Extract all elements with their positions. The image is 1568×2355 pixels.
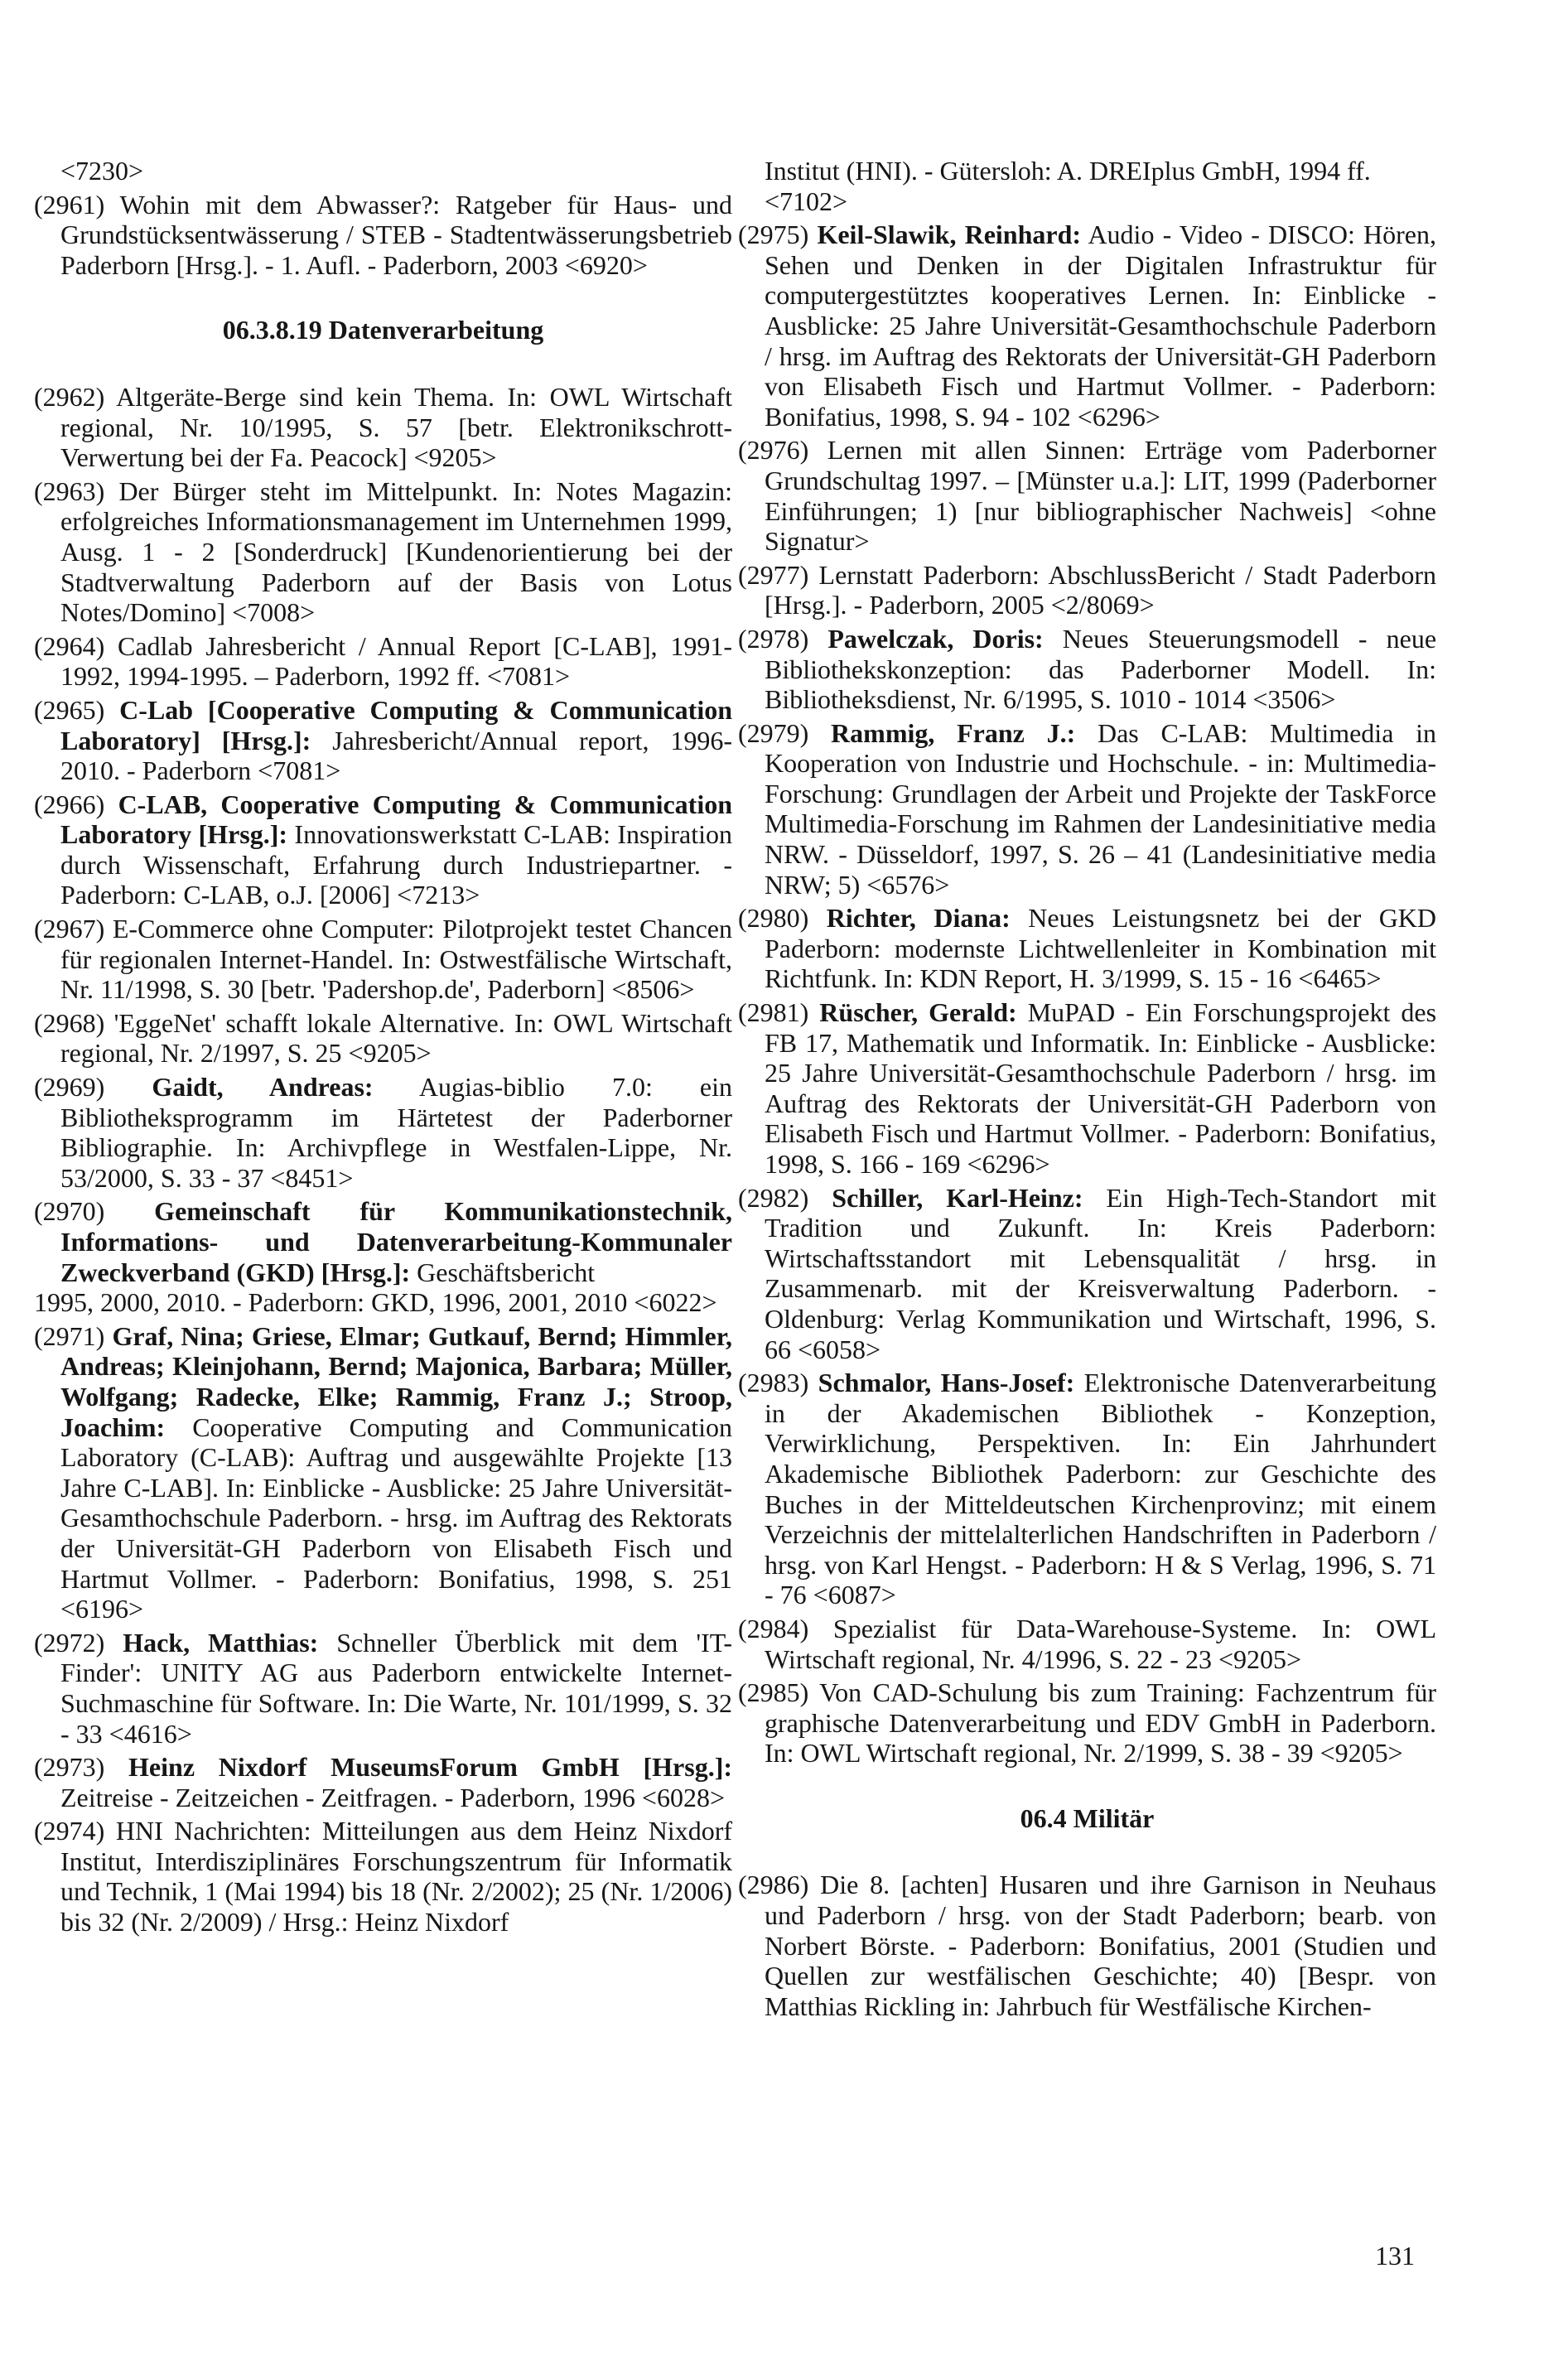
entry-author: Keil-Slawik, Reinhard: — [817, 220, 1082, 250]
entry-2976: (2976) Lernen mit allen Sinnen: Erträge vom Paderborner Grundschultag 1997. – [Münster u.a.]: LIT, 1999 (Paderborner Einführungen; 1) [nur bibliographischer Nachweis] <ohne Signatur> — [738, 435, 1436, 557]
entry-text: Neues Steuerungsmodell - neue Bibliothekskonzeption: das Paderborner Modell. In: Bibliotheksdienst, Nr. 6/1995, S. 1010 - 1014 <3506> — [765, 623, 1437, 715]
entry-2982 — [738, 1183, 1436, 1365]
entry-2967: (2967) E-Commerce ohne Computer: Pilotprojekt testet Chancen für regionalen Internet-Handel. In: Ostwestfälische Wirtschaft, Nr. 11/1998, S. 30 [betr. 'Padershop.de', Paderborn] <8506> — [34, 914, 732, 1005]
entry-number: (2966) — [34, 789, 105, 819]
entry-2970-continuation: 1995, 2000, 2010. - Paderborn: GKD, 1996, 2001, 2010 <6022> — [34, 1287, 717, 1318]
entry-2974: (2974) HNI Nachrichten: Mitteilungen aus dem Heinz Nixdorf Institut, Interdisziplinäres Forschungszentrum für Informatik und Technik, 1 (Mai 1994) bis 18 (Nr. 2/2002); 25 (Nr. 1/2006) bis 32 (Nr. 2/2009) / Hrsg.: Heinz Nixdorf — [34, 1816, 732, 1938]
top-line: <7230> — [60, 156, 144, 186]
entry-text: Innovationswerkstatt C-LAB: Inspiration durch Wissenschaft, Erfahrung durch Industriepartner. - Paderborn: C-LAB, o.J. [2006] <7213> — [60, 819, 733, 910]
continuation-text: Institut (HNI). - Gütersloh: A. DREIplus GmbH, 1994 ff. <7102> — [765, 156, 1371, 216]
entry-2975 — [738, 220, 1436, 432]
entry-author: Hack, Matthias: — [123, 1627, 319, 1658]
entry-number: (2973) — [34, 1752, 105, 1783]
entry-2970 — [34, 1196, 732, 1287]
entry-2980 — [738, 903, 1436, 994]
entry-author: Richter, Diana: — [826, 903, 1011, 934]
section-heading-militaer: 06.4 Militär — [1020, 1802, 1155, 1833]
entry-2963: (2963) Der Bürger steht im Mittelpunkt. In: Notes Magazin: erfolgreiches Informationsmanagement im Unternehmen 1999, Ausg. 1 - 2 [Sonderdruck] [Kundenorientierung bei der Stadtverwaltung Paderborn auf der Basis von Lotus Notes/Domino] <7008> — [34, 475, 732, 628]
left-column — [34, 156, 732, 1941]
entry-2971 — [34, 1321, 732, 1624]
entry-number: (2971) — [34, 1320, 105, 1351]
entry-2972 — [34, 1628, 732, 1749]
entry-text: Audio - Video - DISCO: Hören, Sehen und Denken in der Digitalen Infrastruktur für computergestütztes kooperatives Lernen. In: Einblicke - Ausblicke: 25 Jahre Universität-Gesamthochschule Paderborn / hrsg. im Auftrag des Rektorats der Universität-GH Paderborn von Elisabeth Fisch und Hartmut Vollmer. - Paderborn: Bonifatius, 1998, S. 94 - 102 <6296> — [765, 220, 1437, 432]
entry-number: (2969) — [34, 1072, 105, 1103]
entry-text: Neues Leistungsnetz bei der GKD Paderborn: modernste Lichtwellenleiter in Kombination mit Richtfunk. In: KDN Report, H. 3/1999, S. 15 - 16 <6465> — [765, 903, 1437, 994]
entry-author: Schiller, Karl-Heinz: — [832, 1182, 1083, 1213]
entry-2962: (2962) Altgeräte-Berge sind kein Thema. In: OWL Wirtschaft regional, Nr. 10/1995, S. 57 [betr. Elektronikschrott-Verwertung bei der Fa. Peacock] <9205> — [34, 381, 732, 473]
entry-2981 — [738, 997, 1436, 1180]
entry-text: Elektronische Datenverarbeitung in der Akademischen Bibliothek - Konzeption, Verwirklichung, Perspektiven. In: Ein Jahrhundert Akademische Bibliothek Paderborn: zur Geschichte des Buches in der Mitteldeutschen Kirchenprovinz; mit einem Verzeichnis der mittelalterlichen Handschriften in Paderborn / hrsg. von Karl Hengst. - Paderborn: H & S Verlag, 1996, S. 71 - 76 <6087> — [765, 1368, 1437, 1610]
entry-number: (2975) — [738, 220, 809, 250]
entry-2985: (2985) Von CAD-Schulung bis zum Training: Fachzentrum für graphische Datenverarbeitung und EDV GmbH in Paderborn. In: OWL Wirtschaft regional, Nr. 2/1999, S. 38 - 39 <9205> — [738, 1677, 1436, 1769]
entry-number: (2980) — [738, 903, 809, 934]
entry-author: C-Lab [Cooperative Computing & Communication Laboratory] [Hrsg.]: — [60, 694, 733, 755]
entry-2986: (2986) Die 8. [achten] Husaren und ihre Garnison in Neuhaus und Paderborn / hrsg. von der Stadt Paderborn; bearb. von Norbert Börste. - Paderborn: Bonifatius, 2001 (Studien und Quellen zur westfälischen Geschichte; 40) [Bespr. von Matthias Rickling in: Jahrbuch für Westfälische Kirchen- — [738, 1870, 1436, 2021]
entry-number: (2981) — [738, 997, 809, 1028]
entry-author: Schmalor, Hans-Josef: — [818, 1368, 1075, 1398]
section-heading-datenverarbeitung: 06.3.8.19 Datenverarbeitung — [222, 315, 544, 345]
right-column — [738, 156, 1436, 2024]
entry-2964: (2964) Cadlab Jahresbericht / Annual Report [C-LAB], 1991-1992, 1994-1995. – Paderborn, 1992 ff. <7081> — [34, 630, 732, 692]
entry-number: (2982) — [738, 1182, 809, 1213]
entry-author: Graf, Nina; Griese, Elmar; Gutkauf, Bernd; Himmler, Andreas; Kleinjohann, Bernd; Majonica, Barbara; Müller, Wolfgang; Radecke, Elke; Rammig, Franz J.; Stroop, Joachim: — [60, 1320, 733, 1442]
entry-number: (2970) — [34, 1196, 105, 1227]
entry-2969 — [34, 1072, 732, 1193]
entry-number: (2979) — [738, 717, 809, 748]
entry-2977: (2977) Lernstatt Paderborn: AbschlussBericht / Stadt Paderborn [Hrsg.]. - Paderborn, 2005 <2/8069> — [738, 559, 1436, 620]
entry-2961: (2961) Wohin mit dem Abwasser?: Ratgeber für Haus- und Grundstücksentwässerung / STEB - Stadtentwässerungsbetrieb Paderborn [Hrsg.]. - 1. Aufl. - Paderborn, 2003 <6920> — [34, 189, 732, 280]
entry-2965 — [34, 695, 732, 786]
entry-2984: (2984) Spezialist für Data-Warehouse-Systeme. In: OWL Wirtschaft regional, Nr. 4/1996, S. 22 - 23 <9205> — [738, 1613, 1436, 1674]
entry-author: Pawelczak, Doris: — [827, 623, 1044, 654]
entry-author: Rüscher, Gerald: — [819, 997, 1017, 1028]
entry-2966 — [34, 789, 732, 910]
entry-text: Cooperative Computing and Communication Laboratory (C-LAB): Auftrag und ausgewählte Projekte [13 Jahre C-LAB]. In: Einblicke - Ausblicke: 25 Jahre Universität-Gesamthochschule Paderborn. - hrsg. im Auftrag des Rektorats der Universität-GH Paderborn von Elisabeth Fisch und Hartmut Vollmer. - Paderborn: Bonifatius, 1998, S. 251 <6196> — [60, 1412, 733, 1624]
entry-2979 — [738, 718, 1436, 900]
entry-text: Schneller Überblick mit dem 'IT-Finder': UNITY AG aus Paderborn entwickelte Internet-Suchmaschine für Software. In: Die Warte, Nr. 101/1999, S. 32 - 33 <4616> — [60, 1627, 732, 1749]
entry-author: Gemeinschaft für Kommunikationstechnik, Informations- und Datenverarbeitung-Kommunaler Zweckverband (GKD) [Hrsg.]: — [60, 1196, 732, 1287]
entry-author: Heinz Nixdorf MuseumsForum GmbH [Hrsg.]: — [128, 1752, 733, 1783]
entry-text: Das C-LAB: Multimedia in Kooperation von Industrie und Hochschule. - in: Multimedia-Forschung: Grundlagen der Arbeit und Projekte der TaskForce Multimedia-Forschung im Rahmen der Landesinitiative media NRW. - Düsseldorf, 1997, S. 26 – 41 (Landesinitiative media NRW; 5) <6576> — [765, 717, 1437, 900]
entry-number: (2978) — [738, 623, 809, 654]
entry-text: Zeitreise - Zeitzeichen - Zeitfragen. - Paderborn, 1996 <6028> — [60, 1782, 725, 1812]
entry-text: Augias-biblio 7.0: ein Bibliotheksprogramm im Härtetest der Paderborner Bibliographie. In: Archivpflege in Westfalen-Lippe, Nr. 53/2000, S. 33 - 37 <8451> — [60, 1072, 733, 1193]
entry-text: MuPAD - Ein Forschungsprojekt des FB 17, Mathematik und Informatik. In: Einblicke - Ausblicke: 25 Jahre Universität-Gesamthochschule Paderborn / hrsg. im Auftrag des Rektorats der Universität-GH Paderborn von Elisabeth Fisch und Hartmut Vollmer. - Paderborn: Bonifatius, 1998, S. 166 - 169 <6296> — [765, 997, 1437, 1179]
page-number: 131 — [1375, 2241, 1415, 2271]
entry-2978 — [738, 624, 1436, 715]
entry-author: C-LAB, Cooperative Computing & Communication Laboratory [Hrsg.]: — [60, 789, 732, 850]
entry-text: Geschäftsbericht — [417, 1257, 596, 1287]
entry-author: Rammig, Franz J.: — [831, 717, 1076, 748]
entry-number: (2965) — [34, 694, 105, 725]
entry-2973 — [34, 1752, 732, 1812]
entry-author: Gaidt, Andreas: — [152, 1072, 374, 1103]
entry-number: (2972) — [34, 1627, 105, 1658]
entry-text: Ein High-Tech-Standort mit Tradition und Zukunft. In: Kreis Paderborn: Wirtschaftsstandort mit Lebensqualität / hrsg. in Zusammenarb. mit der Kreisverwaltung Paderborn. - Oldenburg: Verlag Kommunikation und Wirtschaft, 1996, S. 66 <6058> — [765, 1182, 1437, 1364]
entry-2983 — [738, 1368, 1436, 1610]
entry-text: Jahresbericht/Annual report, 1996-2010. - Paderborn <7081> — [60, 725, 733, 786]
entry-2968: (2968) 'EggeNet' schafft lokale Alternative. In: OWL Wirtschaft regional, Nr. 2/1997, S. 25 <9205> — [34, 1007, 732, 1069]
entry-number: (2983) — [738, 1368, 809, 1398]
